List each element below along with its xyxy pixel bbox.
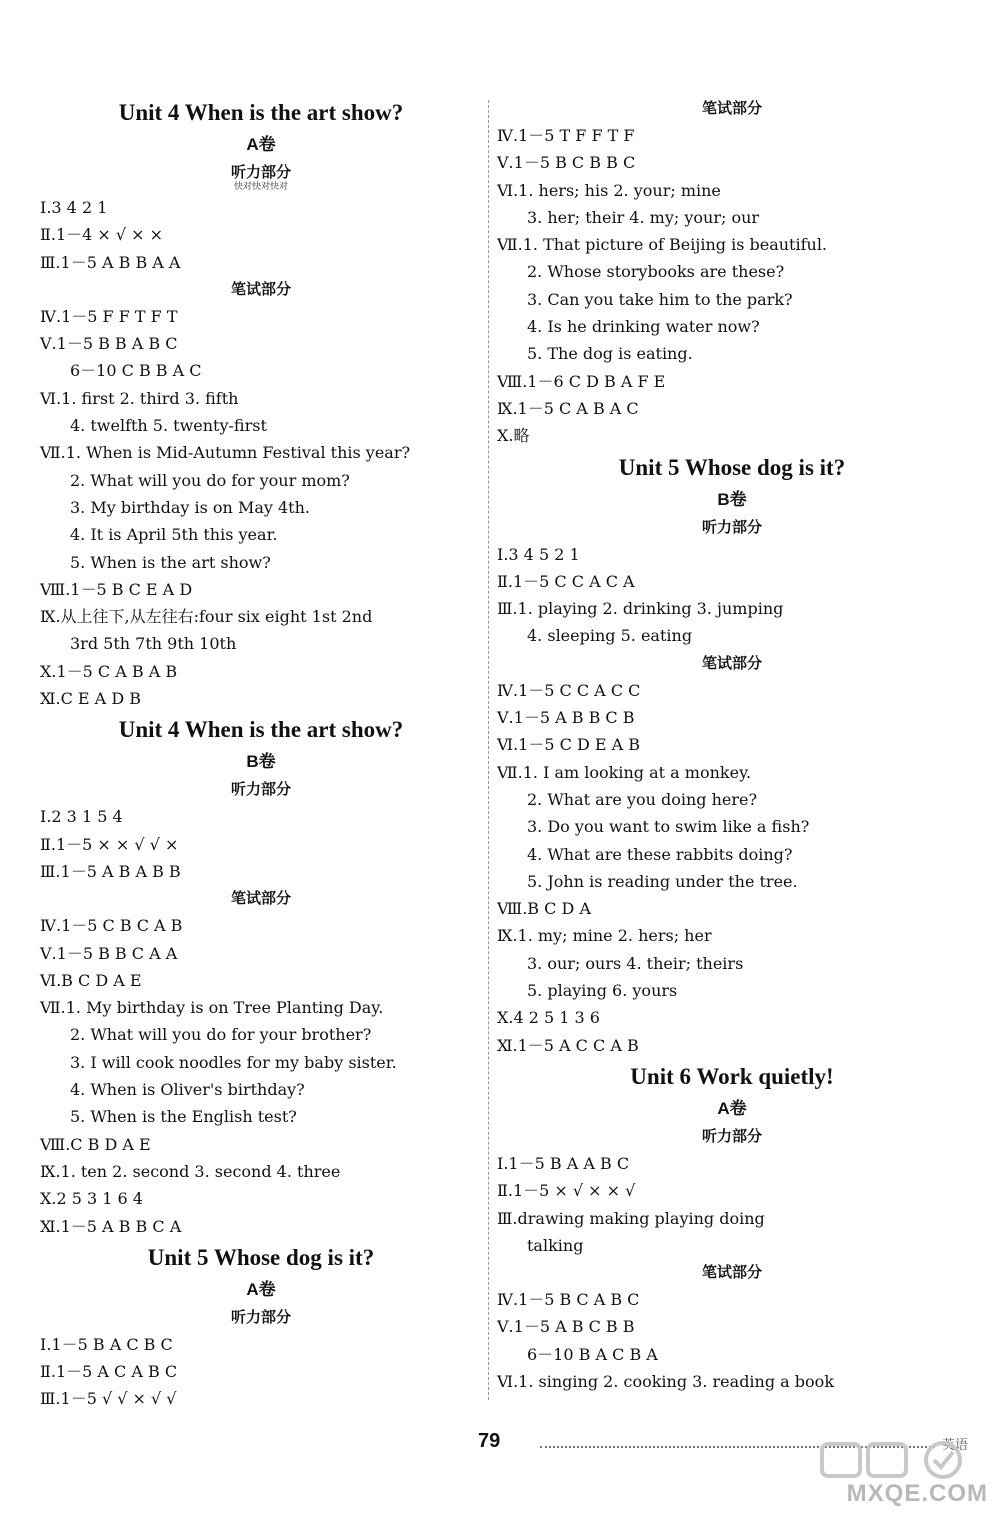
watermark-logo: [818, 1438, 988, 1510]
answer-line: Ⅹ.略: [497, 426, 530, 446]
section-heading: 笔试部分: [701, 99, 762, 117]
answer-line: Ⅲ.1－5 √ √ × √ √: [40, 1389, 177, 1409]
answer-line: 4. What are these rabbits doing?: [527, 844, 793, 864]
answer-line: Ⅺ.1－5 A B B C A: [40, 1216, 182, 1236]
answer-line: Ⅵ.1. hers; his 2. your; mine: [497, 180, 721, 200]
answer-line: Ⅳ.1－5 T F F T F: [497, 126, 635, 145]
right-column: [497, 95, 967, 1395]
answer-line: Ⅰ.3 4 5 2 1: [497, 544, 580, 564]
answer-line: 5. When is the English test?: [70, 1107, 297, 1127]
answer-line: Ⅵ.B C D A E: [40, 970, 142, 990]
answer-line: 2. Whose storybooks are these?: [527, 262, 785, 282]
answer-line: Ⅱ.1－5 C C A C A: [497, 571, 635, 591]
answer-line: Ⅶ.1. That picture of Beijing is beautiful.: [497, 235, 828, 255]
unit-heading: Unit 5 Whose dog is it?: [618, 454, 846, 480]
answer-line: Ⅸ.1. my; mine 2. hers; her: [497, 926, 712, 946]
answer-line: 3. Do you want to swim like a fish?: [527, 817, 810, 837]
answer-line: 3. My birthday is on May 4th.: [70, 497, 310, 517]
answer-line: Ⅺ.1－5 A C C A B: [497, 1035, 639, 1055]
answer-line: 2. What will you do for your brother?: [70, 1025, 372, 1045]
answer-line: Ⅲ.1－5 A B B A A: [40, 252, 181, 272]
paper-label: B卷: [717, 489, 747, 509]
page-number: 79: [478, 1430, 501, 1452]
answer-line: Ⅷ.1－6 C D B A F E: [497, 371, 666, 391]
answer-line: Ⅴ.1－5 B B C A A: [40, 943, 178, 963]
answer-line: Ⅱ.1－5 × × √ √ ×: [40, 834, 179, 854]
answer-line: Ⅶ.1. I am looking at a monkey.: [497, 762, 752, 782]
watermark-subtext: 快对快对快对: [233, 182, 288, 192]
answer-line: 2. What are you doing here?: [527, 789, 758, 809]
watermark-text: MXQE.COM: [846, 1480, 988, 1507]
answer-line: Ⅸ.1. ten 2. second 3. second 4. three: [40, 1161, 341, 1181]
answer-line: 2. What will you do for your mom?: [70, 470, 350, 490]
answer-line: Ⅷ.C B D A E: [40, 1134, 151, 1154]
unit-heading: Unit 4 When is the art show?: [118, 717, 404, 743]
section-heading: 笔试部分: [230, 889, 291, 908]
answer-line: Ⅳ.1－5 C B C A B: [40, 916, 183, 936]
unit-heading: Unit 6 Work quietly!: [630, 1063, 834, 1089]
unit-heading: Unit 4 When is the art show?: [118, 100, 404, 125]
answer-line: 3. our; ours 4. their; theirs: [527, 953, 744, 973]
column-divider: [488, 100, 489, 1400]
answer-line: Ⅱ.1－5 × √ × × √: [497, 1181, 636, 1201]
answer-line: Ⅵ.1－5 C D E A B: [497, 735, 641, 755]
answer-line: Ⅱ.1－5 A C A B C: [40, 1362, 178, 1382]
answer-line: Ⅴ.1－5 B C B B C: [497, 153, 636, 173]
answer-line: 3. Can you take him to the park?: [527, 289, 793, 309]
paper-label: A卷: [717, 1098, 747, 1118]
answer-line: Ⅳ.1－5 F F T F T: [40, 306, 178, 326]
unit-heading: Unit 5 Whose dog is it?: [147, 1244, 375, 1270]
answer-line: Ⅲ.1－5 A B A B B: [40, 861, 181, 881]
answer-line: Ⅰ.2 3 1 5 4: [40, 807, 123, 827]
paper-label: A卷: [246, 135, 276, 154]
answer-line: 3. I will cook noodles for my baby sister.: [70, 1052, 397, 1072]
answer-line: Ⅳ.1－5 C C A C C: [497, 680, 641, 700]
answer-line: Ⅹ.1－5 C A B A B: [40, 661, 178, 681]
answer-line: 5. John is reading under the tree.: [527, 871, 798, 891]
section-heading: 笔试部分: [701, 653, 762, 672]
answer-line: Ⅹ.2 5 3 1 6 4: [40, 1189, 143, 1209]
answer-line: Ⅱ.1－4 × √ × ×: [40, 225, 164, 245]
answer-line: Ⅷ.1－5 B C E A D: [40, 579, 193, 599]
section-heading: 听力部分: [230, 1307, 291, 1326]
answer-line: Ⅸ.从上往下,从左往右:four six eight 1st 2nd: [40, 607, 373, 627]
answer-line: Ⅹ.4 2 5 1 3 6: [497, 1008, 600, 1028]
paper-label: B卷: [246, 752, 276, 772]
section-heading: 听力部分: [230, 780, 291, 799]
answer-line: Ⅲ.drawing making playing doing: [497, 1208, 765, 1228]
section-heading: 听力部分: [701, 517, 762, 536]
answer-line: Ⅺ.C E A D B: [40, 689, 141, 709]
answer-line: Ⅵ.1. first 2. third 3. fifth: [40, 388, 239, 408]
answer-line: Ⅲ.1. playing 2. drinking 3. jumping: [497, 599, 784, 619]
answer-line: 3rd 5th 7th 9th 10th: [70, 634, 237, 654]
answer-line: Ⅰ.3 4 2 1: [40, 198, 108, 217]
section-heading: 笔试部分: [701, 1263, 762, 1282]
answer-line: Ⅴ.1－5 B B A B C: [40, 334, 178, 354]
answer-line: Ⅸ.1－5 C A B A C: [497, 398, 639, 418]
answer-line: Ⅷ.B C D A: [497, 899, 591, 919]
answer-line: Ⅶ.1. When is Mid-Autumn Festival this year?: [40, 443, 411, 463]
answer-line: Ⅳ.1－5 B C A B C: [497, 1290, 640, 1310]
answer-line: Ⅵ.1. singing 2. cooking 3. reading a book: [497, 1371, 835, 1391]
answer-line: 6－10 C B B A C: [70, 361, 202, 381]
section-heading: 听力部分: [701, 1126, 762, 1145]
watermark-mark-icon: [818, 1438, 988, 1482]
answer-line: 4. twelfth 5. twenty-first: [70, 416, 267, 436]
answer-line: 4. sleeping 5. eating: [527, 626, 693, 646]
answer-line: Ⅰ.1－5 B A C B C: [40, 1334, 173, 1354]
answer-line: 6－10 B A C B A: [527, 1344, 658, 1364]
answer-line: 5. When is the art show?: [70, 552, 271, 572]
answer-line: Ⅴ.1－5 A B B C B: [497, 708, 635, 728]
answer-line: talking: [527, 1235, 584, 1255]
answer-line: 3. her; their 4. my; your; our: [527, 207, 760, 227]
answer-line: 4. Is he drinking water now?: [527, 317, 760, 337]
section-heading: 听力部分: [230, 163, 291, 181]
answer-line: Ⅰ.1－5 B A A B C: [497, 1153, 630, 1173]
answer-line: 4. When is Oliver's birthday?: [70, 1080, 305, 1100]
left-column: [40, 95, 482, 1413]
answer-line: 4. It is April 5th this year.: [70, 525, 278, 545]
answer-line: 5. playing 6. yours: [527, 981, 678, 1001]
answer-line: Ⅴ.1－5 A B C B B: [497, 1317, 635, 1337]
paper-label: A卷: [246, 1279, 276, 1299]
footer-subject: 英语: [942, 1438, 969, 1453]
section-heading: 笔试部分: [230, 279, 291, 298]
answer-line: 5. The dog is eating.: [527, 344, 693, 364]
answer-line: Ⅶ.1. My birthday is on Tree Planting Day.: [40, 998, 384, 1018]
